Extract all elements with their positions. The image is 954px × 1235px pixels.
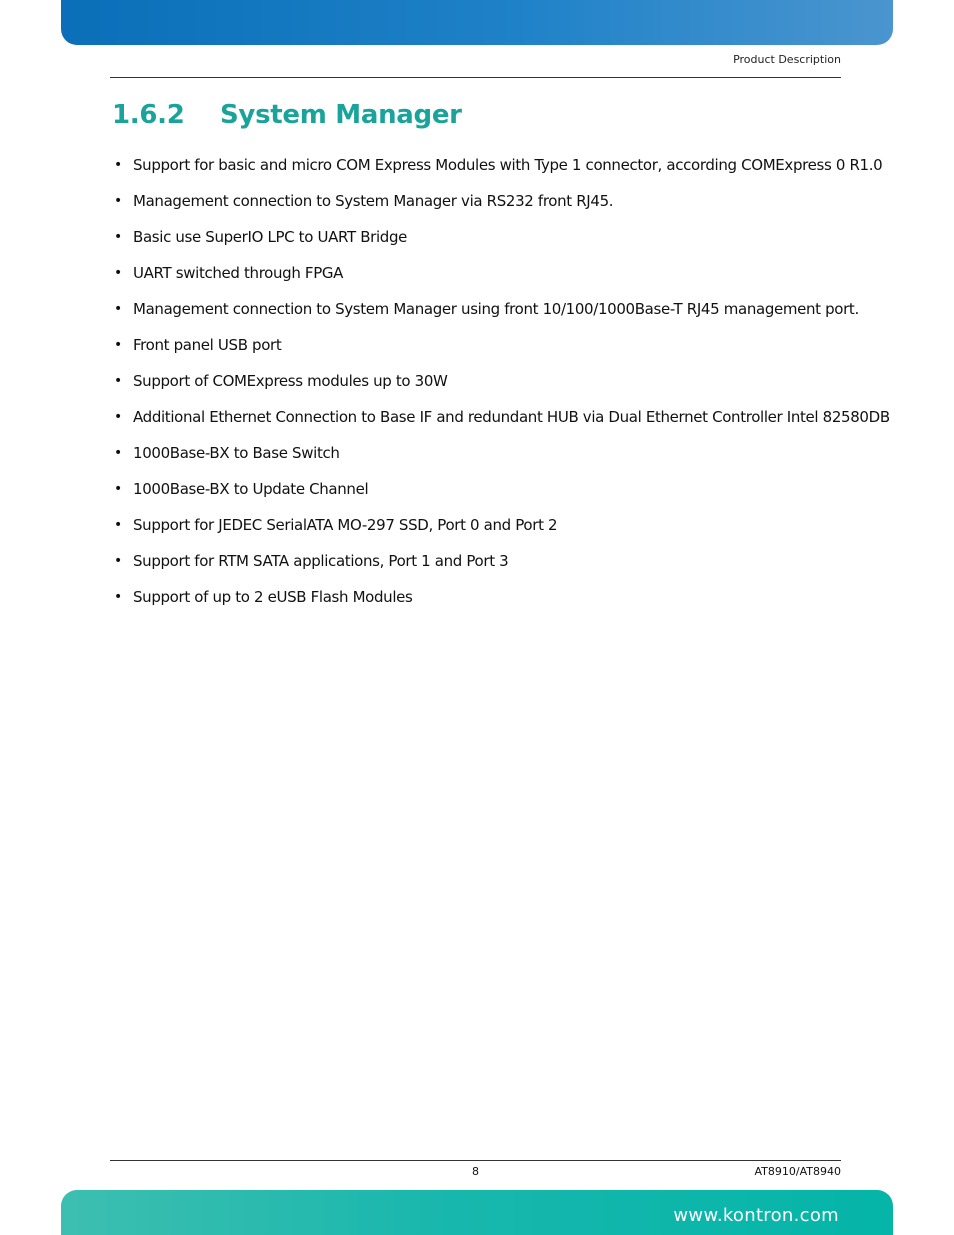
- list-item: [112, 369, 872, 405]
- bullet-icon: •: [114, 157, 122, 173]
- website-link[interactable]: www.kontron.com: [673, 1205, 839, 1226]
- list-item: [112, 441, 872, 477]
- bullet-icon: •: [114, 229, 122, 245]
- list-item-text: 1000Base-BX to Update Channel: [133, 480, 369, 498]
- list-item: [112, 225, 872, 261]
- feature-list: [112, 153, 890, 621]
- bullet-icon: •: [114, 337, 122, 353]
- section-heading: [112, 100, 462, 130]
- list-item: [112, 333, 872, 369]
- list-item-text: Support of up to 2 eUSB Flash Modules: [133, 588, 413, 606]
- bullet-icon: •: [114, 589, 122, 605]
- list-item: [112, 585, 872, 621]
- list-item: [112, 549, 872, 585]
- list-item: [112, 189, 872, 225]
- list-item: [112, 405, 890, 441]
- header-divider: [110, 77, 841, 78]
- bullet-icon: •: [114, 445, 122, 461]
- list-item-text: UART switched through FPGA: [133, 264, 344, 282]
- bullet-icon: •: [114, 193, 122, 209]
- bullet-icon: •: [114, 301, 122, 317]
- bullet-icon: •: [114, 373, 122, 389]
- bullet-icon: •: [114, 409, 122, 425]
- list-item: [112, 153, 883, 189]
- list-item-text: Management connection to System Manager via RS232 front RJ45.: [133, 192, 614, 210]
- section-number: 1.6.2: [112, 100, 185, 130]
- list-item: [112, 297, 872, 333]
- document-id: AT8910/AT8940: [754, 1165, 841, 1178]
- bullet-icon: •: [114, 517, 122, 533]
- section-title: System Manager: [220, 100, 462, 130]
- list-item: [112, 261, 872, 297]
- header-section-label: Product Description: [733, 53, 841, 66]
- bullet-icon: •: [114, 265, 122, 281]
- list-item-text: Additional Ethernet Connection to Base IF and redundant HUB via Dual Ethernet Controller Intel 82580DB: [133, 408, 890, 426]
- list-item-text: Support for JEDEC SerialATA MO-297 SSD, Port 0 and Port 2: [133, 516, 558, 534]
- bottom-footer-band: [61, 1190, 893, 1235]
- list-item-text: Support for basic and micro COM Express Modules with Type 1 connector, according COMExpress 0 R1.0: [133, 156, 883, 174]
- list-item: [112, 477, 872, 513]
- list-item-text: Support for RTM SATA applications, Port 1 and Port 3: [133, 552, 509, 570]
- bullet-icon: •: [114, 553, 122, 569]
- top-header-band: [61, 0, 893, 45]
- footer-divider: [110, 1160, 841, 1161]
- list-item-text: Basic use SuperIO LPC to UART Bridge: [133, 228, 408, 246]
- list-item-text: Support of COMExpress modules up to 30W: [133, 372, 448, 390]
- list-item-text: Management connection to System Manager using front 10/100/1000Base-T RJ45 management port.: [133, 300, 859, 318]
- list-item-text: Front panel USB port: [133, 336, 282, 354]
- bullet-icon: •: [114, 481, 122, 497]
- page-number: 8: [472, 1165, 479, 1178]
- list-item: [112, 513, 872, 549]
- list-item-text: 1000Base-BX to Base Switch: [133, 444, 340, 462]
